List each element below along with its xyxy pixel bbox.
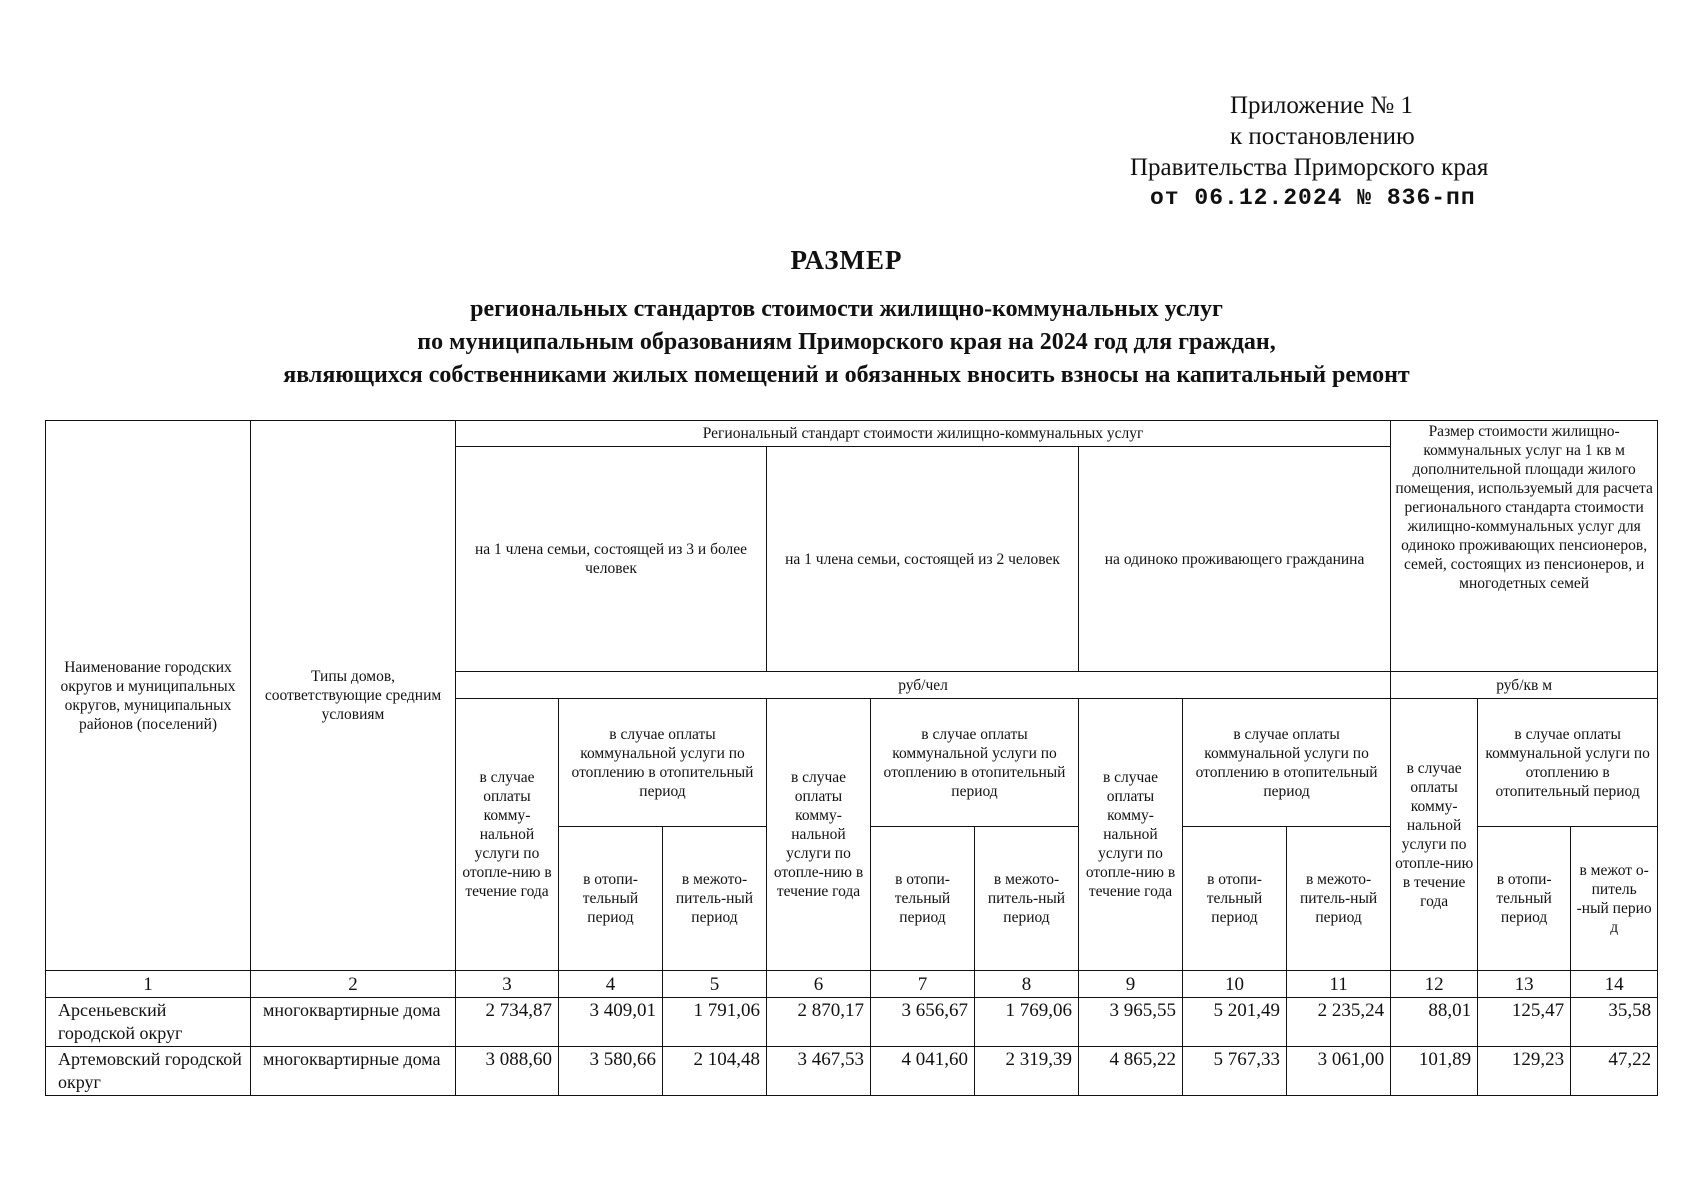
row-value: 35,58 xyxy=(1571,998,1658,1047)
header-additional-area: Размер стоимости жилищно-коммунальных услуг на 1 кв м дополнительной площади жилого помещения, используемый для расчета регионального стандарта стоимости жилищно-коммунальных услуг для одиноко проживающих пенсионеров, семей, состоящих из пенсионеров, и многодетных семей xyxy=(1391,421,1658,672)
header-off-season-11: в межото-питель-ный период xyxy=(1287,827,1391,971)
header-heating-year-6: в случае оплаты комму-нальной услуги по отопле-нию в течение года xyxy=(767,699,871,971)
header-heating-year-9: в случае оплаты комму-нальной услуги по отопле-нию в течение года xyxy=(1079,699,1183,971)
row-value: 101,89 xyxy=(1391,1047,1478,1096)
col-number: 2 xyxy=(251,971,456,998)
header-family-2: на 1 члена семьи, состоящей из 2 человек xyxy=(767,447,1079,672)
row-value: 1 769,06 xyxy=(975,998,1079,1047)
row-municipality: Артемовский городской округ xyxy=(46,1047,251,1096)
col-number: 5 xyxy=(663,971,767,998)
table-row xyxy=(46,1047,1658,1096)
header-unit-sqm: руб/кв м xyxy=(1391,672,1658,699)
table-row xyxy=(46,998,1658,1047)
appendix-government: Правительства Приморского края xyxy=(1130,154,1489,181)
row-value: 2 734,87 xyxy=(456,998,559,1047)
document-title: РАЗМЕР xyxy=(790,245,903,275)
subtitle-line-2: по муниципальным образованиям Приморского края на 2024 год для граждан, xyxy=(417,329,1276,355)
appendix-block xyxy=(1110,90,1670,214)
col-number: 13 xyxy=(1478,971,1571,998)
row-value: 47,22 xyxy=(1571,1047,1658,1096)
appendix-date-number: от 06.12.2024 № 836-пп xyxy=(1150,185,1476,211)
row-value: 1 791,06 xyxy=(663,998,767,1047)
header-single: на одиноко проживающего гражданина xyxy=(1079,447,1391,672)
col-number: 1 xyxy=(46,971,251,998)
row-value: 3 088,60 xyxy=(456,1047,559,1096)
header-heating-season-9: в случае оплаты коммунальной услуги по отоплению в отопительный период xyxy=(1183,699,1391,827)
header-during-season-13: в отопи-тельный период xyxy=(1478,827,1571,971)
row-value: 3 656,67 xyxy=(871,998,975,1047)
row-value: 5 767,33 xyxy=(1183,1047,1287,1096)
header-regional-standard: Региональный стандарт стоимости жилищно-коммунальных услуг xyxy=(456,421,1391,447)
header-off-season-5: в межото-питель-ный период xyxy=(663,827,767,971)
col-number: 12 xyxy=(1391,971,1478,998)
col-number: 9 xyxy=(1079,971,1183,998)
row-value: 5 201,49 xyxy=(1183,998,1287,1047)
header-off-season-8: в межото-питель-ный период xyxy=(975,827,1079,971)
header-heating-season-12: в случае оплаты коммунальной услуги по отоплению в отопительный период xyxy=(1478,699,1658,827)
header-off-season-14: в межот о-питель -ный перио д xyxy=(1571,827,1658,971)
col-number: 7 xyxy=(871,971,975,998)
col-number: 4 xyxy=(559,971,663,998)
standards-table xyxy=(45,420,1658,1096)
document-subtitle xyxy=(0,293,1693,392)
header-heating-season-3: в случае оплаты коммунальной услуги по отоплению в отопительный период xyxy=(559,699,767,827)
row-value: 125,47 xyxy=(1478,998,1571,1047)
col-number: 14 xyxy=(1571,971,1658,998)
header-during-season-7: в отопи-тельный период xyxy=(871,827,975,971)
row-value: 2 104,48 xyxy=(663,1047,767,1096)
row-municipality: Арсеньевский городской округ xyxy=(46,998,251,1047)
row-value: 2 870,17 xyxy=(767,998,871,1047)
header-unit-person: руб/чел xyxy=(456,672,1391,699)
subtitle-line-1: региональных стандартов стоимости жилищно-коммунальных услуг xyxy=(470,296,1223,322)
row-value: 2 235,24 xyxy=(1287,998,1391,1047)
row-value: 3 061,00 xyxy=(1287,1047,1391,1096)
row-value: 129,23 xyxy=(1478,1047,1571,1096)
header-heating-year-3: в случае оплаты комму-нальной услуги по отопле-нию в течение года xyxy=(456,699,559,971)
row-house-type: многоквартирные дома xyxy=(251,1047,456,1096)
subtitle-line-3: являющихся собственниками жилых помещений и обязанных вносить взносы на капитальный ремонт xyxy=(283,362,1410,388)
row-value: 4 041,60 xyxy=(871,1047,975,1096)
appendix-number: Приложение № 1 xyxy=(1230,92,1414,119)
col-number: 10 xyxy=(1183,971,1287,998)
col-number: 11 xyxy=(1287,971,1391,998)
row-value: 88,01 xyxy=(1391,998,1478,1047)
header-during-season-4: в отопи-тельный период xyxy=(559,827,663,971)
header-during-season-10: в отопи-тельный период xyxy=(1183,827,1287,971)
col-number: 8 xyxy=(975,971,1079,998)
row-value: 4 865,22 xyxy=(1079,1047,1183,1096)
row-house-type: многоквартирные дома xyxy=(251,998,456,1047)
appendix-to-resolution: к постановлению xyxy=(1230,123,1415,150)
row-value: 3 965,55 xyxy=(1079,998,1183,1047)
header-heating-season-6: в случае оплаты коммунальной услуги по отоплению в отопительный период xyxy=(871,699,1079,827)
row-value: 3 409,01 xyxy=(559,998,663,1047)
header-family-3plus: на 1 члена семьи, состоящей из 3 и более человек xyxy=(456,447,767,672)
header-heating-year-12: в случае оплаты комму-нальной услуги по отопле-нию в течение года xyxy=(1391,699,1478,971)
col-number: 6 xyxy=(767,971,871,998)
row-value: 2 319,39 xyxy=(975,1047,1079,1096)
col-number: 3 xyxy=(456,971,559,998)
header-house-type: Типы домов, соответствующие средним условиям xyxy=(251,421,456,971)
row-value: 3 580,66 xyxy=(559,1047,663,1096)
row-value: 3 467,53 xyxy=(767,1047,871,1096)
header-municipality: Наименование городских округов и муниципальных округов, муниципальных районов (поселений) xyxy=(46,421,251,971)
